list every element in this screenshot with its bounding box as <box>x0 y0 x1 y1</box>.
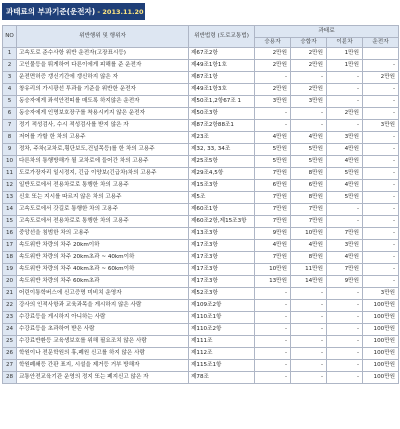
row-fine-driver <box>363 48 399 60</box>
row-no: 3 <box>3 72 17 84</box>
row-law: 제29조4,5항 <box>189 168 255 180</box>
col-violation-header: 위반행위 및 행위자 <box>17 26 189 48</box>
row-no: 9 <box>3 144 17 156</box>
row-fine-moto: - <box>327 312 363 324</box>
row-no: 7 <box>3 120 17 132</box>
row-law: 제52조3항 <box>189 288 255 300</box>
row-fine-driver: 100만원 <box>363 372 399 384</box>
row-violation: 중앙선을 침범한 차의 고용주 <box>17 228 189 240</box>
row-fine-car: 9만원 <box>255 228 291 240</box>
table-row <box>3 180 399 192</box>
row-fine-driver: - <box>363 156 399 168</box>
row-fine-driver: - <box>363 240 399 252</box>
row-violation: 고속도로에서 갓길로 통행한 차의 고용주 <box>17 204 189 216</box>
row-law: 제50조3항 <box>189 108 255 120</box>
row-fine-driver: - <box>363 180 399 192</box>
row-law: 제23조 <box>189 132 255 144</box>
table-row <box>3 132 399 144</box>
table-row <box>3 228 399 240</box>
row-fine-driver: 100만원 <box>363 324 399 336</box>
table-row <box>3 108 399 120</box>
row-no: 14 <box>3 204 17 216</box>
row-fine-moto: 2만원 <box>327 108 363 120</box>
row-fine-driver: - <box>363 132 399 144</box>
row-fine-van: - <box>291 300 327 312</box>
row-fine-van: - <box>291 360 327 372</box>
row-fine-driver: 2만원 <box>363 72 399 84</box>
table-row <box>3 336 399 348</box>
row-fine-car: - <box>255 336 291 348</box>
row-fine-driver: 3만원 <box>363 288 399 300</box>
row-fine-van: 8만원 <box>291 252 327 264</box>
row-no: 6 <box>3 108 17 120</box>
table-row <box>3 264 399 276</box>
row-law: 제25조5항 <box>189 156 255 168</box>
row-law: 제17조3항 <box>189 264 255 276</box>
row-fine-driver: - <box>363 96 399 108</box>
row-law: 제49조1항3호 <box>189 84 255 96</box>
row-law: 제112조 <box>189 348 255 360</box>
table-row <box>3 168 399 180</box>
table-row <box>3 240 399 252</box>
row-fine-car: 7만원 <box>255 252 291 264</box>
row-fine-driver: 100만원 <box>363 300 399 312</box>
row-fine-driver: - <box>363 252 399 264</box>
table-row <box>3 360 399 372</box>
row-violation: 학원폐쇄등 간판 표지, 시설을 제거등 거부 방해자 <box>17 360 189 372</box>
row-no: 5 <box>3 96 17 108</box>
row-fine-car: 5만원 <box>255 144 291 156</box>
col-law-header: 위반법령 (도로교통법) <box>189 26 255 48</box>
row-fine-van: 8만원 <box>291 168 327 180</box>
row-fine-moto: - <box>327 96 363 108</box>
row-law: 제111조 <box>189 336 255 348</box>
row-fine-van: 8만원 <box>291 192 327 204</box>
row-fine-car: 2만원 <box>255 60 291 72</box>
row-fine-driver: 100만원 <box>363 348 399 360</box>
row-law: 제13조3항 <box>189 228 255 240</box>
row-fine-van: - <box>291 324 327 336</box>
row-no: 21 <box>3 288 17 300</box>
table-row <box>3 312 399 324</box>
table-row <box>3 252 399 264</box>
row-law: 제110조2항 <box>189 324 255 336</box>
table-row <box>3 72 399 84</box>
row-fine-car: 13만원 <box>255 276 291 288</box>
row-no: 20 <box>3 276 17 288</box>
row-fine-van: - <box>291 108 327 120</box>
row-fine-moto: 5만원 <box>327 192 363 204</box>
row-fine-van: - <box>291 120 327 132</box>
row-fine-van: 2만원 <box>291 84 327 96</box>
row-fine-van: 14만원 <box>291 276 327 288</box>
row-fine-driver: - <box>363 228 399 240</box>
row-fine-van: - <box>291 312 327 324</box>
row-fine-van: 7만원 <box>291 204 327 216</box>
table-row <box>3 348 399 360</box>
row-fine-car: - <box>255 120 291 132</box>
row-fine-car: 7만원 <box>255 204 291 216</box>
row-fine-moto: 9만원 <box>327 276 363 288</box>
row-violation: 도로가장자리 일시정지, 긴급 이양보(긴급차)차의 고용주 <box>17 168 189 180</box>
row-no: 19 <box>3 264 17 276</box>
row-fine-moto: 4만원 <box>327 180 363 192</box>
row-fine-driver: - <box>363 276 399 288</box>
row-fine-driver: - <box>363 168 399 180</box>
row-law: 제109조2항 <box>189 300 255 312</box>
row-fine-van: 3만원 <box>291 96 327 108</box>
col-car-header: 승용자 <box>255 38 291 48</box>
row-violation: 속도위반 차량의 차주 40km초과 ~ 60km이하 <box>17 264 189 276</box>
row-no: 8 <box>3 132 17 144</box>
row-violation: 속도위반 차량의 차주 60km초과 <box>17 276 189 288</box>
row-no: 16 <box>3 228 17 240</box>
row-fine-driver: - <box>363 108 399 120</box>
row-violation: 운전면허증 갱신기간에 갱신하지 않은 자 <box>17 72 189 84</box>
row-violation: 일반도로에서 전용차로로 통행한 차의 고용주 <box>17 180 189 192</box>
row-fine-car: 4만원 <box>255 132 291 144</box>
row-law: 제87조2항88조1 <box>189 120 255 132</box>
row-fine-moto: - <box>327 336 363 348</box>
row-fine-driver: 3만원 <box>363 120 399 132</box>
col-fine-group-header: 과태료 <box>255 26 399 38</box>
row-fine-moto: 1만원 <box>327 48 363 60</box>
table-row <box>3 324 399 336</box>
row-fine-driver: - <box>363 60 399 72</box>
row-fine-van: 5만원 <box>291 144 327 156</box>
row-violation: 수강료반환등 교육생보호를 위해 필요조치 않은 사람 <box>17 336 189 348</box>
row-fine-van: - <box>291 372 327 384</box>
table-row <box>3 156 399 168</box>
row-no: 2 <box>3 60 17 72</box>
row-violation: 다른차의 통행방해가 될 교차로에 들어간 차의 고용주 <box>17 156 189 168</box>
row-violation: 수강료등을 초과하여 받은 사람 <box>17 324 189 336</box>
row-violation: 어린이통학버스에 신고증명 미비치 운영자 <box>17 288 189 300</box>
row-fine-driver: 100만원 <box>363 312 399 324</box>
col-driver-header: 운전자 <box>363 38 399 48</box>
row-violation: 동승자에게 인명보호장구를 착용시키지 않은 운전자 <box>17 108 189 120</box>
row-no: 4 <box>3 84 17 96</box>
col-van-header: 승합자 <box>291 38 327 48</box>
row-fine-car: - <box>255 360 291 372</box>
table-row <box>3 192 399 204</box>
row-fine-car: - <box>255 324 291 336</box>
row-fine-moto: 4만원 <box>327 156 363 168</box>
row-no: 22 <box>3 300 17 312</box>
row-law: 제60조2항,제15조3항 <box>189 216 255 228</box>
row-no: 12 <box>3 180 17 192</box>
row-law: 제49조1항1호 <box>189 60 255 72</box>
table-row <box>3 96 399 108</box>
table-row <box>3 288 399 300</box>
row-violation: 정기 적성검사, 수시 적성검사를 받지 않은 자 <box>17 120 189 132</box>
row-violation: 교통안전교육기관 운영의 정지 또는 폐지신고 않은 자 <box>17 372 189 384</box>
table-row <box>3 276 399 288</box>
row-fine-van: 5만원 <box>291 156 327 168</box>
row-fine-van: 7만원 <box>291 216 327 228</box>
row-fine-car: 3만원 <box>255 96 291 108</box>
row-fine-van: 4만원 <box>291 132 327 144</box>
row-fine-moto: - <box>327 348 363 360</box>
row-fine-moto: - <box>327 360 363 372</box>
row-violation: 신호 또는 지시를 따르지 않은 차의 고용주 <box>17 192 189 204</box>
table-row <box>3 204 399 216</box>
row-no: 13 <box>3 192 17 204</box>
row-fine-car: - <box>255 72 291 84</box>
row-violation: 학원이나 전문학원의 휴,폐원 신고를 하지 않은 사람 <box>17 348 189 360</box>
row-law: 제78조 <box>189 372 255 384</box>
row-fine-moto: 4만원 <box>327 144 363 156</box>
col-moto-header: 이륜차 <box>327 38 363 48</box>
row-no: 28 <box>3 372 17 384</box>
row-fine-moto: 3만원 <box>327 132 363 144</box>
row-fine-driver: - <box>363 216 399 228</box>
row-fine-moto: - <box>327 72 363 84</box>
col-no-header: NO <box>3 26 17 48</box>
row-fine-moto: 5만원 <box>327 168 363 180</box>
row-fine-driver: - <box>363 192 399 204</box>
row-violation: 창유리의 가시광선 투과율 기준을 위반한 운전자 <box>17 84 189 96</box>
fine-table <box>2 25 399 384</box>
row-fine-car: - <box>255 288 291 300</box>
row-fine-van: - <box>291 336 327 348</box>
row-law: 제17조3항 <box>189 240 255 252</box>
row-fine-moto: - <box>327 120 363 132</box>
row-fine-van: 11만원 <box>291 264 327 276</box>
row-law: 제17조3항 <box>189 276 255 288</box>
row-fine-moto: 1만원 <box>327 60 363 72</box>
row-fine-car: 5만원 <box>255 156 291 168</box>
page-title <box>2 3 145 20</box>
row-fine-driver: - <box>363 144 399 156</box>
row-law: 제110조1항 <box>189 312 255 324</box>
row-violation: 고속도로 준수사항 위반 운전자(고장표시등) <box>17 48 189 60</box>
row-fine-car: - <box>255 348 291 360</box>
row-law: 제15조3항 <box>189 180 255 192</box>
row-fine-van: - <box>291 72 327 84</box>
title-date: - 2013.11.20 <box>95 8 144 16</box>
row-no: 25 <box>3 336 17 348</box>
row-no: 27 <box>3 360 17 372</box>
table-row <box>3 48 399 60</box>
row-no: 11 <box>3 168 17 180</box>
row-law: 제115조1항 <box>189 360 255 372</box>
table-row <box>3 144 399 156</box>
row-fine-van: 10만원 <box>291 228 327 240</box>
row-fine-driver: 100만원 <box>363 336 399 348</box>
row-law: 제5조 <box>189 192 255 204</box>
table-row <box>3 84 399 96</box>
table-row <box>3 216 399 228</box>
row-fine-driver: - <box>363 264 399 276</box>
row-fine-car: - <box>255 108 291 120</box>
row-violation: 속도위반 차량의 차주 20km이하 <box>17 240 189 252</box>
row-fine-moto: 7만원 <box>327 228 363 240</box>
row-fine-moto: - <box>327 288 363 300</box>
table-row <box>3 372 399 384</box>
row-fine-van: 2만원 <box>291 48 327 60</box>
row-no: 18 <box>3 252 17 264</box>
row-fine-driver: - <box>363 84 399 96</box>
row-law: 제87조1항 <box>189 72 255 84</box>
row-violation: 수강료등을 게시하지 아니하는 사람 <box>17 312 189 324</box>
row-no: 17 <box>3 240 17 252</box>
row-no: 15 <box>3 216 17 228</box>
row-fine-van: - <box>291 288 327 300</box>
row-fine-moto: - <box>327 372 363 384</box>
row-no: 1 <box>3 48 17 60</box>
row-violation: 정차, 주차(교차로,횡단보도,건널목등)를 한 차의 고용주 <box>17 144 189 156</box>
row-fine-driver: - <box>363 204 399 216</box>
row-fine-car: 7만원 <box>255 168 291 180</box>
row-violation: 강사의 인적사항과 교육과목을 게시하지 않은 사람 <box>17 300 189 312</box>
title-text: 과태료의 부과기준(운전자) <box>6 7 96 16</box>
row-fine-car: 10만원 <box>255 264 291 276</box>
row-fine-driver: 100만원 <box>363 360 399 372</box>
row-fine-car: 4만원 <box>255 240 291 252</box>
row-no: 26 <box>3 348 17 360</box>
row-law: 제50조1,2항67조 1 <box>189 96 255 108</box>
row-violation: 속도위반 차량의 차주 20km초과 ~ 40km이하 <box>17 252 189 264</box>
row-fine-moto: 4만원 <box>327 252 363 264</box>
table-body <box>3 48 399 384</box>
row-no: 23 <box>3 312 17 324</box>
row-fine-car: 2만원 <box>255 84 291 96</box>
row-no: 10 <box>3 156 17 168</box>
row-fine-car: 7만원 <box>255 216 291 228</box>
row-fine-moto: 3만원 <box>327 240 363 252</box>
row-fine-van: - <box>291 348 327 360</box>
row-fine-van: 2만원 <box>291 60 327 72</box>
row-fine-van: 6만원 <box>291 180 327 192</box>
row-fine-moto: - <box>327 84 363 96</box>
row-fine-car: 7만원 <box>255 192 291 204</box>
row-violation: 고속도로에서 전용차로로 통행한 차의 고용주 <box>17 216 189 228</box>
row-violation: 저어를 가할 한 차의 고용주 <box>17 132 189 144</box>
row-law: 제17조3항 <box>189 252 255 264</box>
row-fine-moto: 7만원 <box>327 264 363 276</box>
row-fine-car: 6만원 <box>255 180 291 192</box>
row-fine-car: - <box>255 372 291 384</box>
row-fine-moto: - <box>327 204 363 216</box>
table-row <box>3 60 399 72</box>
row-violation: 고인물등을 튀게하여 다른이에게 피해를 준 운전자 <box>17 60 189 72</box>
row-fine-moto: - <box>327 300 363 312</box>
row-no: 24 <box>3 324 17 336</box>
row-fine-moto: - <box>327 324 363 336</box>
row-fine-moto: - <box>327 216 363 228</box>
row-law: 제67조2항 <box>189 48 255 60</box>
row-fine-car: 2만원 <box>255 48 291 60</box>
row-fine-van: 4만원 <box>291 240 327 252</box>
table-row <box>3 300 399 312</box>
row-law: 제60조1항 <box>189 204 255 216</box>
row-law: 제32, 33, 34조 <box>189 144 255 156</box>
table-row <box>3 120 399 132</box>
row-fine-car: - <box>255 312 291 324</box>
row-violation: 동승자에게 좌석안전띠를 매도록 하지않은 운전자 <box>17 96 189 108</box>
row-fine-car: - <box>255 300 291 312</box>
